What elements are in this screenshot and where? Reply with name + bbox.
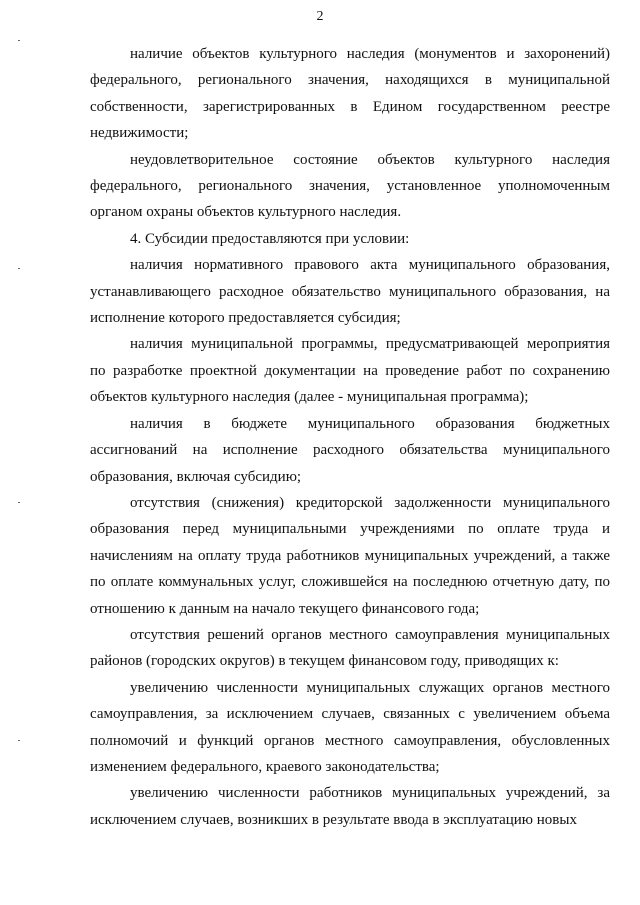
paragraph: наличия нормативного правового акта муниципального образования, устанавливающего расходное обязательство муниципального образования, на исполнение которого предоставляется субсидия; [90,257,610,327]
margin-mark [18,40,20,41]
paragraph: 4. Субсидии предоставляются при условии: [130,230,410,247]
paragraph: наличия в бюджете муниципального образования бюджетных ассигнований на исполнение расходного обязательства муниципального образования, включая субсидию; [90,415,610,485]
paragraph: неудовлетворительное состояние объектов культурного наследия федерального, регионального значения, установленное уполномоченным органом охраны объектов культурного наследия. [90,151,610,221]
page-number: 2 [316,9,324,24]
paragraph: наличие объектов культурного наследия (монументов и захоронений) федерального, регионального значения, находящихся в муниципальной собственности, зарегистрированных в Едином государственном реестре недвижимости; [90,46,610,142]
document-body [90,41,610,833]
paragraph: отсутствия решений органов местного самоуправления муниципальных районов (городских округов) в текущем финансовом году, приводящих к: [90,626,610,670]
margin-mark [18,268,20,269]
margin-mark [18,502,20,503]
paragraph: увеличению численности работников муниципальных учреждений, за исключением случаев, возникших в результате ввода в эксплуатацию новых [90,785,610,828]
paragraph: наличия муниципальной программы, предусматривающей мероприятия по разработке проектной документации на проведение работ по сохранению объектов культурного наследия (далее - муниципальная программа); [90,336,610,406]
paragraph: увеличению численности муниципальных служащих органов местного самоуправления, за исключением случаев, связанных с увеличением объема полномочий и функций органов местного самоуправления, обусловленных изменением федерального, краевого законодательства; [90,679,610,775]
paragraph: отсутствия (снижения) кредиторской задолженности муниципального образования перед муниципальными учреждениями по оплате труда и начислениям на оплату труда работников муниципальных учреждений, а также по оплате коммунальных услуг, сложившейся на последнюю отчетную дату, по отношению к данным на начало текущего финансового года; [90,494,610,617]
margin-mark [18,740,20,741]
